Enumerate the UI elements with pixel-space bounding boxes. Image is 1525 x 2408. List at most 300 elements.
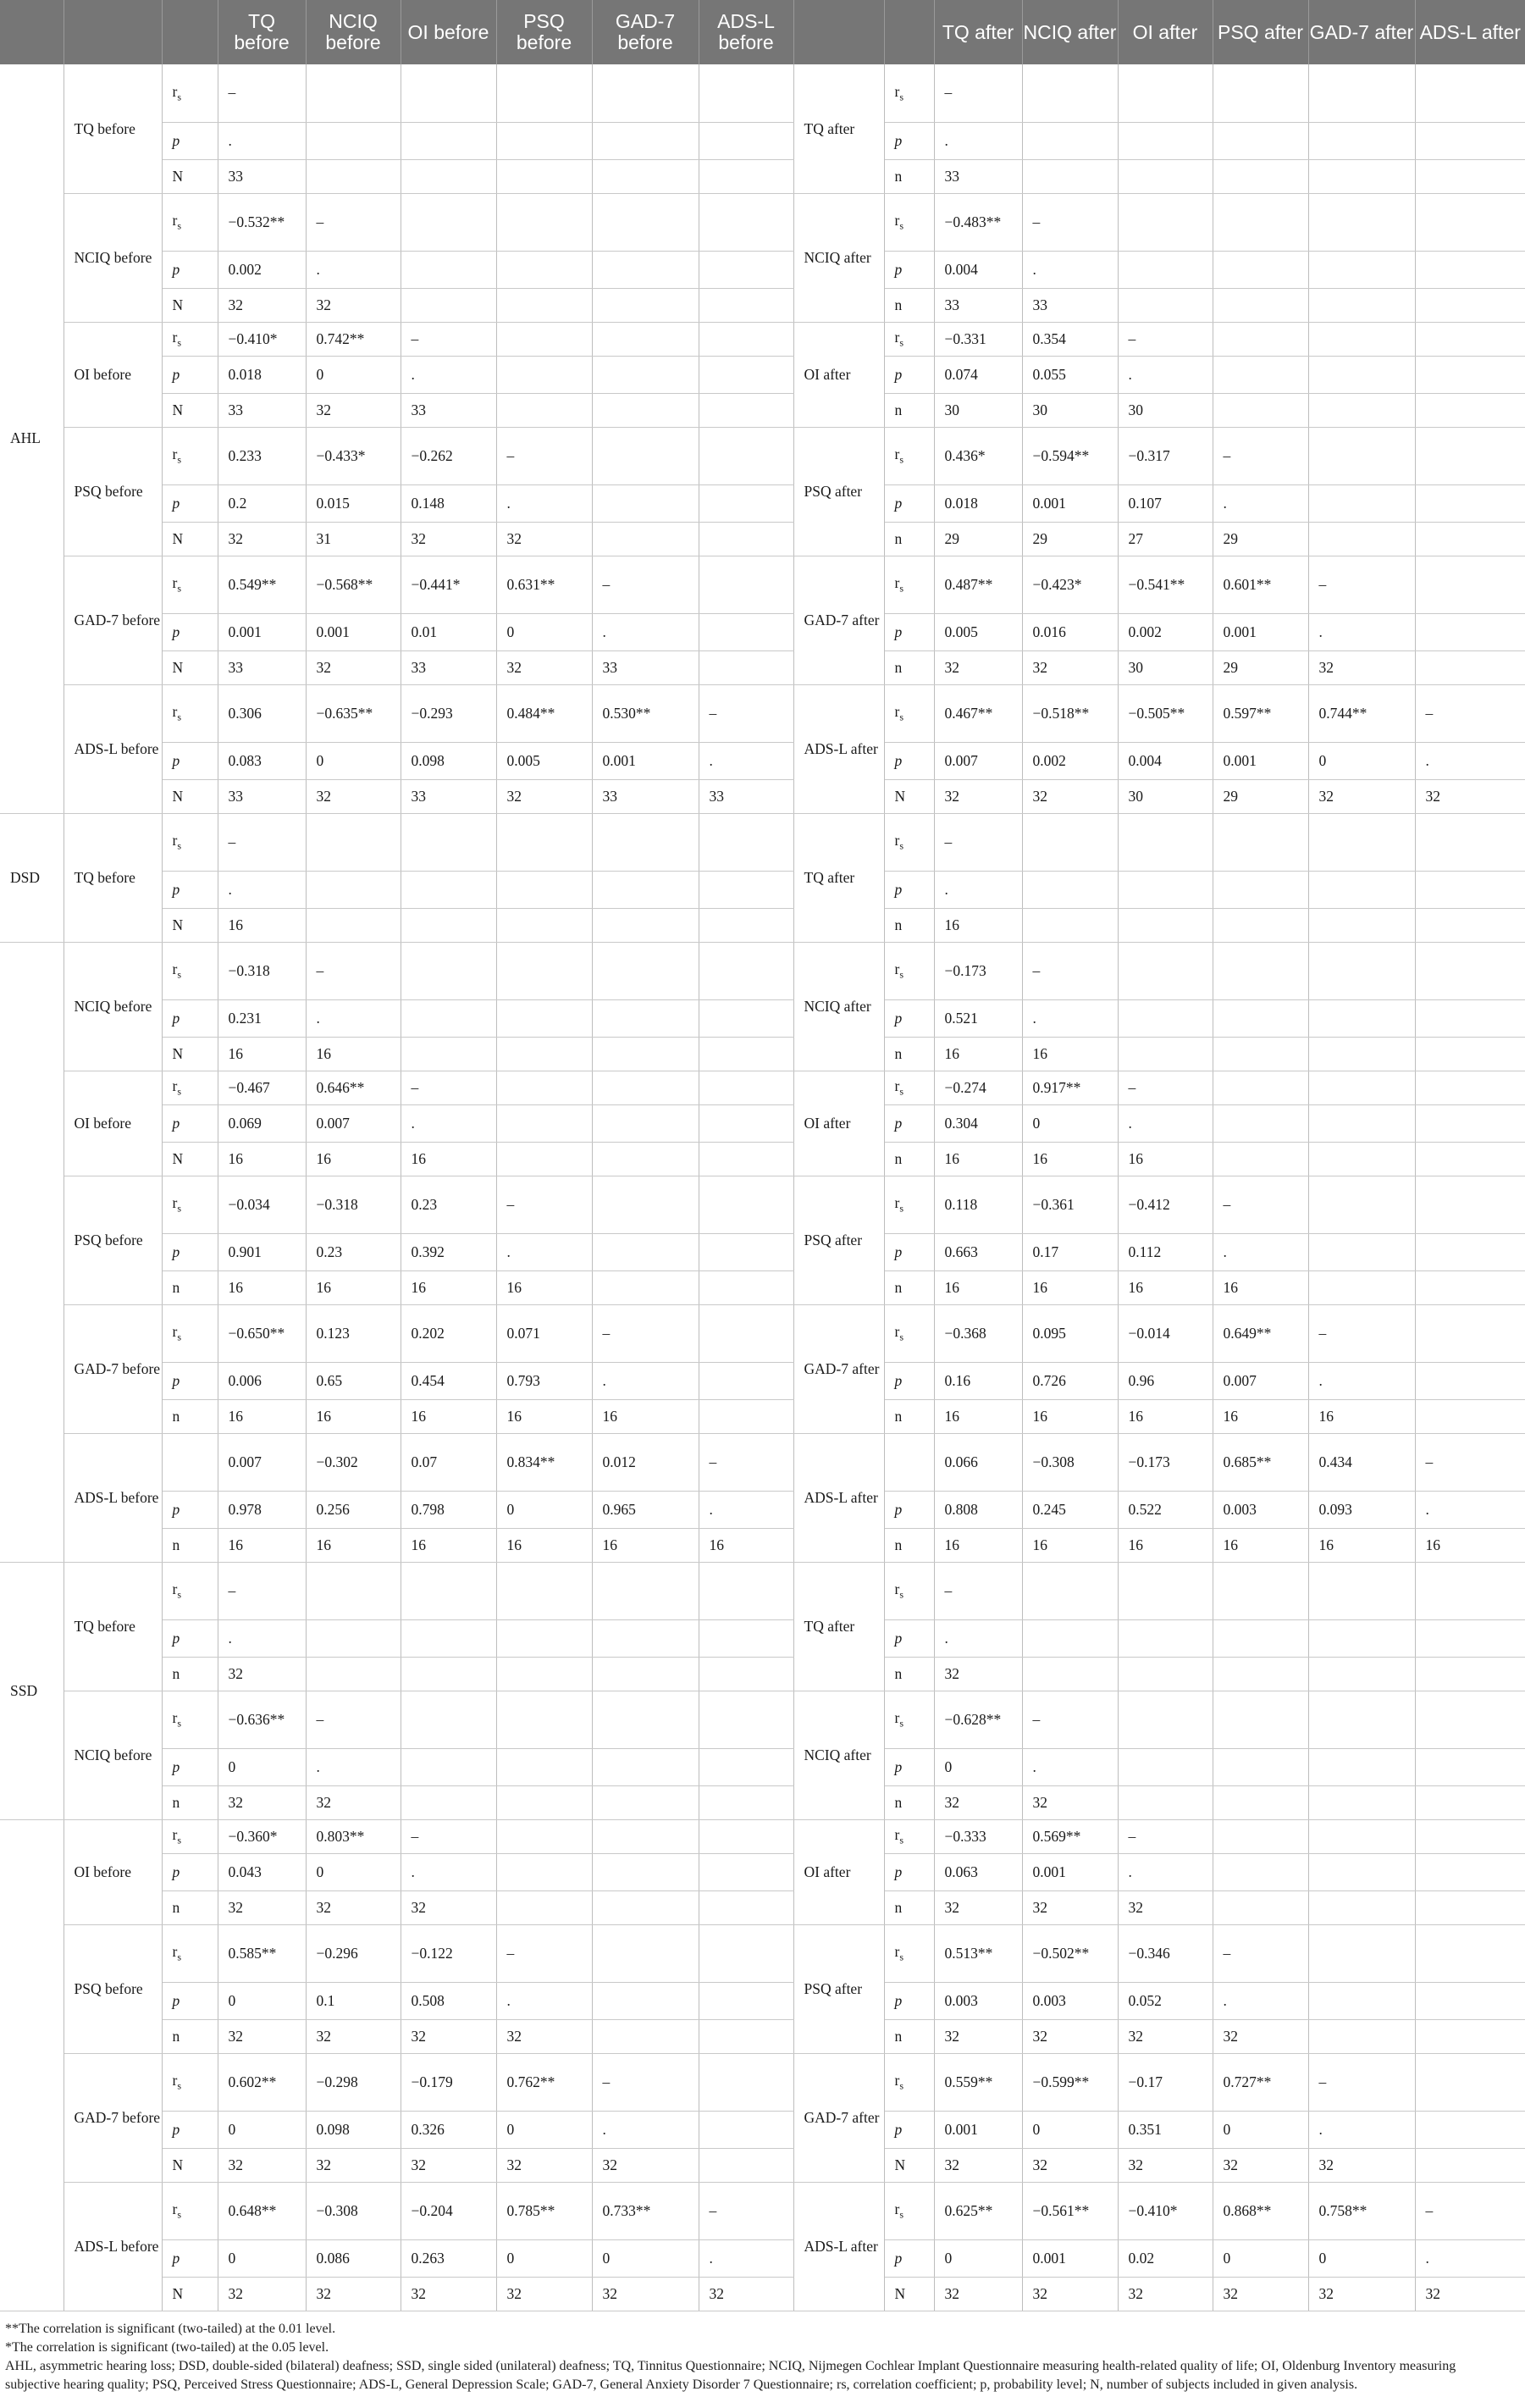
value-cell-before: . (218, 1619, 306, 1657)
value-cell-before (699, 2111, 793, 2148)
header-after-col: ADS-L after (1415, 0, 1525, 64)
value-cell-before (592, 1142, 699, 1176)
stat-label-rs: $r_s$ (884, 942, 934, 999)
row-variable-before: TQ before (64, 1562, 162, 1691)
value-cell-after (1022, 64, 1118, 122)
row-variable-after: PSQ after (793, 1176, 884, 1304)
value-cell-after (1308, 871, 1415, 908)
value-cell-before: . (699, 1491, 793, 1528)
row-variable-before: GAD-7 before (64, 1304, 162, 1433)
value-cell-before: 33 (592, 779, 699, 813)
value-cell-after: 0.004 (934, 251, 1022, 288)
value-cell-before: . (592, 1362, 699, 1399)
value-cell-before: 33 (699, 779, 793, 813)
value-cell-after: – (1308, 1304, 1415, 1362)
value-cell-after: 0.02 (1118, 2239, 1213, 2277)
value-cell-after: 27 (1118, 522, 1213, 556)
value-cell-after: – (1213, 1176, 1308, 1233)
value-cell-after: 32 (1118, 2277, 1213, 2311)
value-cell-after (1213, 999, 1308, 1037)
value-cell-before: −0.296 (306, 1924, 401, 1982)
value-cell-before (592, 1657, 699, 1691)
value-cell-before (592, 1270, 699, 1304)
value-cell-after (1118, 251, 1213, 288)
value-cell-before: 32 (401, 522, 496, 556)
stat-label: p (162, 356, 218, 393)
value-cell-after: 29 (1022, 522, 1118, 556)
value-cell-before (592, 122, 699, 159)
value-cell-after (1415, 1071, 1525, 1104)
table-row (0, 999, 1525, 1037)
value-cell-before (699, 999, 793, 1037)
value-cell-before: 0.202 (401, 1304, 496, 1362)
value-cell-after: 0.304 (934, 1104, 1022, 1142)
value-cell-before: 0.071 (496, 1304, 592, 1362)
value-cell-after (1415, 2053, 1525, 2111)
value-cell-before: – (592, 1304, 699, 1362)
value-cell-before: . (218, 871, 306, 908)
table-row (0, 1399, 1525, 1433)
table-row (0, 684, 1525, 742)
stat-label: p (884, 1619, 934, 1657)
value-cell-after (1415, 122, 1525, 159)
table-row (0, 1233, 1525, 1270)
value-cell-after (1118, 908, 1213, 942)
value-cell-before (592, 1071, 699, 1104)
value-cell-before: −0.433* (306, 427, 401, 484)
stat-label-rs: $r_s$ (162, 64, 218, 122)
footnote: AHL, asymmetric hearing loss; DSD, double-sided (bilateral) deafness; SSD, single sided (unilateral) deafness; TQ, Tinnitus Questionnaire; NCIQ, Nijmegen Cochlear Implant Questionnaire measuring health-related quality of life; OI, Oldenburg Inventory measuring subjective hearing quality; PSQ, Perceived Stress Questionnaire; ADS-L, General Depression Scale; GAD-7, General Anxiety Disorder 7 Questionnaire; rs, correlation coefficient; p, probability level; N, number of subjects included in given analysis. (5, 2358, 1456, 2392)
row-variable-before: ADS-L before (64, 684, 162, 813)
value-cell-before (496, 871, 592, 908)
value-cell-after (1213, 1691, 1308, 1748)
stat-label: n (884, 1142, 934, 1176)
value-cell-after (1415, 1362, 1525, 1399)
value-cell-after: 30 (934, 393, 1022, 427)
value-cell-after (1213, 64, 1308, 122)
value-cell-after (1415, 1037, 1525, 1071)
value-cell-before: −0.467 (218, 1071, 306, 1104)
table-row (0, 1924, 1525, 1982)
value-cell-after (1415, 613, 1525, 650)
stat-label: n (884, 908, 934, 942)
value-cell-after: −0.331 (934, 322, 1022, 356)
value-cell-before (592, 522, 699, 556)
value-cell-before (592, 1104, 699, 1142)
value-cell-after (1308, 288, 1415, 322)
value-cell-after (1415, 322, 1525, 356)
value-cell-before: 0.762** (496, 2053, 592, 2111)
value-cell-after: 0.513** (934, 1924, 1022, 1982)
value-cell-before (592, 813, 699, 871)
value-cell-after (1415, 1924, 1525, 1982)
value-cell-after: 33 (934, 288, 1022, 322)
value-cell-before: – (218, 1562, 306, 1619)
header-after-col: GAD-7 after (1308, 0, 1415, 64)
value-cell-after: −0.502** (1022, 1924, 1118, 1982)
stat-label-rs: $r_s$ (162, 2182, 218, 2239)
value-cell-after: 32 (934, 1657, 1022, 1691)
row-variable-after: GAD-7 after (793, 1304, 884, 1433)
stat-label: N (162, 393, 218, 427)
value-cell-before (699, 1071, 793, 1104)
row-variable-after: PSQ after (793, 427, 884, 556)
stat-label: p (884, 1491, 934, 1528)
value-cell-after: 0.726 (1022, 1362, 1118, 1399)
value-cell-after: 32 (934, 779, 1022, 813)
value-cell-before (496, 1142, 592, 1176)
value-cell-after (1118, 1785, 1213, 1819)
value-cell-after: . (1415, 1491, 1525, 1528)
value-cell-after: – (1415, 1433, 1525, 1491)
stat-label-rs: $r_s$ (884, 322, 934, 356)
row-variable-after: TQ after (793, 1562, 884, 1691)
value-cell-before: 0.07 (401, 1433, 496, 1491)
value-cell-after (1308, 1176, 1415, 1233)
value-cell-before: 0.233 (218, 427, 306, 484)
value-cell-after (1118, 64, 1213, 122)
value-cell-before (306, 908, 401, 942)
value-cell-after: 16 (934, 1270, 1022, 1304)
stat-label: n (884, 522, 934, 556)
value-cell-after (1415, 1104, 1525, 1142)
value-cell-after: 0.758** (1308, 2182, 1415, 2239)
value-cell-before (592, 1619, 699, 1657)
value-cell-after (1118, 1657, 1213, 1691)
value-cell-before: 32 (306, 650, 401, 684)
stat-label: N (162, 779, 218, 813)
stat-label-rs: $r_s$ (884, 1924, 934, 1982)
value-cell-after: – (934, 813, 1022, 871)
value-cell-before (496, 193, 592, 251)
row-variable-after: OI after (793, 1819, 884, 1924)
stat-label: N (162, 159, 218, 193)
stat-label: p (884, 1853, 934, 1890)
value-cell-after: 0.16 (934, 1362, 1022, 1399)
value-cell-before: 16 (401, 1528, 496, 1562)
value-cell-after: −0.368 (934, 1304, 1022, 1362)
value-cell-before: 0 (496, 613, 592, 650)
header-before-col: NCIQ before (306, 0, 401, 64)
value-cell-before: 33 (592, 650, 699, 684)
stat-label: p (162, 484, 218, 522)
value-cell-after (1415, 1399, 1525, 1433)
value-cell-before (699, 2019, 793, 2053)
stat-label: p (162, 1619, 218, 1657)
value-cell-after: 0.487** (934, 556, 1022, 613)
value-cell-before: 33 (401, 779, 496, 813)
value-cell-before: 32 (496, 2277, 592, 2311)
value-cell-after (1308, 1785, 1415, 1819)
value-cell-before (699, 288, 793, 322)
value-cell-after: – (934, 1562, 1022, 1619)
value-cell-after: . (1213, 1233, 1308, 1270)
value-cell-before: 0.901 (218, 1233, 306, 1270)
value-cell-before (592, 159, 699, 193)
table-row (0, 322, 1525, 356)
value-cell-before (401, 251, 496, 288)
value-cell-before: 32 (496, 2019, 592, 2053)
stat-label: p (162, 871, 218, 908)
value-cell-before: 33 (218, 779, 306, 813)
value-cell-before: 32 (306, 2019, 401, 2053)
value-cell-before: 0.1 (306, 1982, 401, 2019)
value-cell-after: . (1415, 742, 1525, 779)
value-cell-before (401, 1562, 496, 1619)
value-cell-before: −0.318 (306, 1176, 401, 1233)
value-cell-before (592, 427, 699, 484)
value-cell-before: . (496, 1233, 592, 1270)
value-cell-after (1118, 942, 1213, 999)
value-cell-before: 0.018 (218, 356, 306, 393)
value-cell-after: 32 (1213, 2277, 1308, 2311)
value-cell-before: 0.978 (218, 1491, 306, 1528)
value-cell-before: 33 (401, 393, 496, 427)
stat-label: n (162, 1890, 218, 1924)
header-before-col: OI before (401, 0, 496, 64)
value-cell-before: 16 (401, 1142, 496, 1176)
value-cell-after (1415, 159, 1525, 193)
value-cell-before: 16 (592, 1528, 699, 1562)
value-cell-after (1118, 1562, 1213, 1619)
value-cell-before: 0.65 (306, 1362, 401, 1399)
header-blank (162, 0, 218, 64)
value-cell-after: 29 (934, 522, 1022, 556)
stat-label: p (162, 613, 218, 650)
value-cell-after: 0.434 (1308, 1433, 1415, 1491)
value-cell-before (306, 1619, 401, 1657)
value-cell-after (1213, 356, 1308, 393)
value-cell-after: . (1118, 356, 1213, 393)
value-cell-after (1308, 322, 1415, 356)
value-cell-before (699, 1562, 793, 1619)
value-cell-before: −0.302 (306, 1433, 401, 1491)
value-cell-after: 16 (1308, 1399, 1415, 1433)
stat-label-rs: $r_s$ (162, 1924, 218, 1982)
stat-label: p (884, 2111, 934, 2148)
header-after-col: NCIQ after (1022, 0, 1118, 64)
value-cell-before: 32 (592, 2277, 699, 2311)
value-cell-after: −0.346 (1118, 1924, 1213, 1982)
value-cell-after (1213, 193, 1308, 251)
value-cell-before (699, 2148, 793, 2182)
value-cell-after: 0.007 (1213, 1362, 1308, 1399)
value-cell-after (1308, 1142, 1415, 1176)
row-variable-after: ADS-L after (793, 1433, 884, 1562)
value-cell-after: −0.599** (1022, 2053, 1118, 2111)
stat-label: n (162, 1657, 218, 1691)
group-label: SSD (0, 1562, 64, 1819)
value-cell-after: – (1118, 1819, 1213, 1853)
value-cell-before: 0.508 (401, 1982, 496, 2019)
group-label (0, 942, 64, 1562)
value-cell-before: . (306, 251, 401, 288)
row-variable-before: PSQ before (64, 427, 162, 556)
value-cell-before (699, 1657, 793, 1691)
value-cell-after: 16 (1308, 1528, 1415, 1562)
value-cell-after: 16 (934, 1528, 1022, 1562)
value-cell-after: 16 (1213, 1528, 1308, 1562)
value-cell-after (1415, 1890, 1525, 1924)
value-cell-before (401, 159, 496, 193)
stat-label-rs: $r_s$ (162, 322, 218, 356)
value-cell-after (1118, 122, 1213, 159)
row-variable-before: NCIQ before (64, 942, 162, 1071)
table-row (0, 1528, 1525, 1562)
value-cell-after: – (1022, 193, 1118, 251)
value-cell-before: 32 (306, 2148, 401, 2182)
value-cell-before (699, 1924, 793, 1982)
value-cell-after (1415, 1176, 1525, 1233)
table-header (0, 0, 1525, 64)
value-cell-after: 30 (1118, 779, 1213, 813)
value-cell-after: 0.351 (1118, 2111, 1213, 2148)
row-variable-after: NCIQ after (793, 942, 884, 1071)
row-variable-before: OI before (64, 1071, 162, 1176)
row-variable-before: OI before (64, 322, 162, 427)
value-cell-before: −0.122 (401, 1924, 496, 1982)
value-cell-after: 32 (1415, 779, 1525, 813)
value-cell-before (496, 1071, 592, 1104)
table-row (0, 2182, 1525, 2239)
value-cell-before: 0.007 (218, 1433, 306, 1491)
value-cell-after: 16 (934, 1399, 1022, 1433)
value-cell-before: 32 (401, 2277, 496, 2311)
value-cell-before: 16 (592, 1399, 699, 1433)
value-cell-before: −0.293 (401, 684, 496, 742)
table-row (0, 1619, 1525, 1657)
value-cell-before: 33 (401, 650, 496, 684)
stat-label-rs: $r_s$ (162, 427, 218, 484)
value-cell-after: 0.074 (934, 356, 1022, 393)
value-cell-before: 0.530** (592, 684, 699, 742)
table-row (0, 556, 1525, 613)
value-cell-after (1308, 356, 1415, 393)
value-cell-before (699, 122, 793, 159)
value-cell-before: 32 (496, 650, 592, 684)
value-cell-before (699, 871, 793, 908)
header-before-col: PSQ before (496, 0, 592, 64)
value-cell-before: 32 (306, 2277, 401, 2311)
value-cell-after (1308, 1104, 1415, 1142)
value-cell-before: – (496, 1176, 592, 1233)
value-cell-after: 32 (1022, 1785, 1118, 1819)
value-cell-after (1213, 1853, 1308, 1890)
value-cell-before: 0.256 (306, 1491, 401, 1528)
value-cell-after: 32 (1415, 2277, 1525, 2311)
value-cell-after (1022, 1562, 1118, 1619)
value-cell-before: – (496, 1924, 592, 1982)
value-cell-after: 16 (934, 908, 1022, 942)
value-cell-before: 0.001 (218, 613, 306, 650)
value-cell-before (401, 288, 496, 322)
stat-label: N (162, 1037, 218, 1071)
value-cell-after (1415, 356, 1525, 393)
value-cell-after (1213, 1785, 1308, 1819)
value-cell-before: 33 (218, 159, 306, 193)
stat-label-rs: $r_s$ (884, 193, 934, 251)
stat-label: n (162, 1399, 218, 1433)
value-cell-after: −0.333 (934, 1819, 1022, 1853)
row-variable-after: TQ after (793, 64, 884, 193)
table-row (0, 1491, 1525, 1528)
value-cell-before (592, 193, 699, 251)
value-cell-after: 0.601** (1213, 556, 1308, 613)
value-cell-before (699, 393, 793, 427)
value-cell-before (592, 322, 699, 356)
row-variable-before: PSQ before (64, 1176, 162, 1304)
value-cell-before: – (401, 1071, 496, 1104)
row-variable-before: GAD-7 before (64, 2053, 162, 2182)
value-cell-before: −0.650** (218, 1304, 306, 1362)
value-cell-before (592, 1785, 699, 1819)
stat-label: p (884, 742, 934, 779)
value-cell-after: −0.014 (1118, 1304, 1213, 1362)
row-variable-after: PSQ after (793, 1924, 884, 2053)
value-cell-after: 0.868** (1213, 2182, 1308, 2239)
value-cell-after (1415, 2111, 1525, 2148)
value-cell-after: −0.173 (1118, 1433, 1213, 1491)
stat-label (162, 1433, 218, 1491)
value-cell-before: 32 (218, 2019, 306, 2053)
value-cell-after (1308, 159, 1415, 193)
stat-label: n (884, 288, 934, 322)
value-cell-before (496, 393, 592, 427)
value-cell-before: 33 (218, 650, 306, 684)
value-cell-before (699, 813, 793, 871)
value-cell-after (1308, 1037, 1415, 1071)
value-cell-after: 0.467** (934, 684, 1022, 742)
value-cell-after (1415, 1982, 1525, 2019)
value-cell-after: 0.066 (934, 1433, 1022, 1491)
value-cell-before: 32 (401, 1890, 496, 1924)
value-cell-after (1213, 322, 1308, 356)
value-cell-after: – (1308, 556, 1415, 613)
stat-label: p (162, 1233, 218, 1270)
value-cell-after: 0.003 (1213, 1491, 1308, 1528)
value-cell-after (1308, 1924, 1415, 1982)
value-cell-before: – (306, 1691, 401, 1748)
value-cell-after: 0.245 (1022, 1491, 1118, 1528)
stat-label-rs: $r_s$ (162, 1562, 218, 1619)
value-cell-before: 0 (218, 1748, 306, 1785)
value-cell-after: 0 (1022, 1104, 1118, 1142)
stat-label-rs: $r_s$ (884, 556, 934, 613)
value-cell-before: 16 (401, 1399, 496, 1433)
value-cell-after: 0.625** (934, 2182, 1022, 2239)
value-cell-before (592, 1691, 699, 1748)
value-cell-after: . (1022, 999, 1118, 1037)
value-cell-after: 0.018 (934, 484, 1022, 522)
value-cell-before: 16 (218, 1399, 306, 1433)
table-row (0, 393, 1525, 427)
stat-label: p (884, 251, 934, 288)
value-cell-before: 0.646** (306, 1071, 401, 1104)
value-cell-before (496, 1562, 592, 1619)
stat-label: n (884, 159, 934, 193)
value-cell-after (1415, 1853, 1525, 1890)
value-cell-before (496, 122, 592, 159)
value-cell-before: 33 (218, 393, 306, 427)
value-cell-before (699, 522, 793, 556)
group-label (0, 1819, 64, 2311)
value-cell-after (1415, 427, 1525, 484)
value-cell-before (306, 159, 401, 193)
stat-label: n (884, 1399, 934, 1433)
table-row (0, 871, 1525, 908)
value-cell-before: 0 (496, 2111, 592, 2148)
value-cell-after: 32 (1118, 1890, 1213, 1924)
